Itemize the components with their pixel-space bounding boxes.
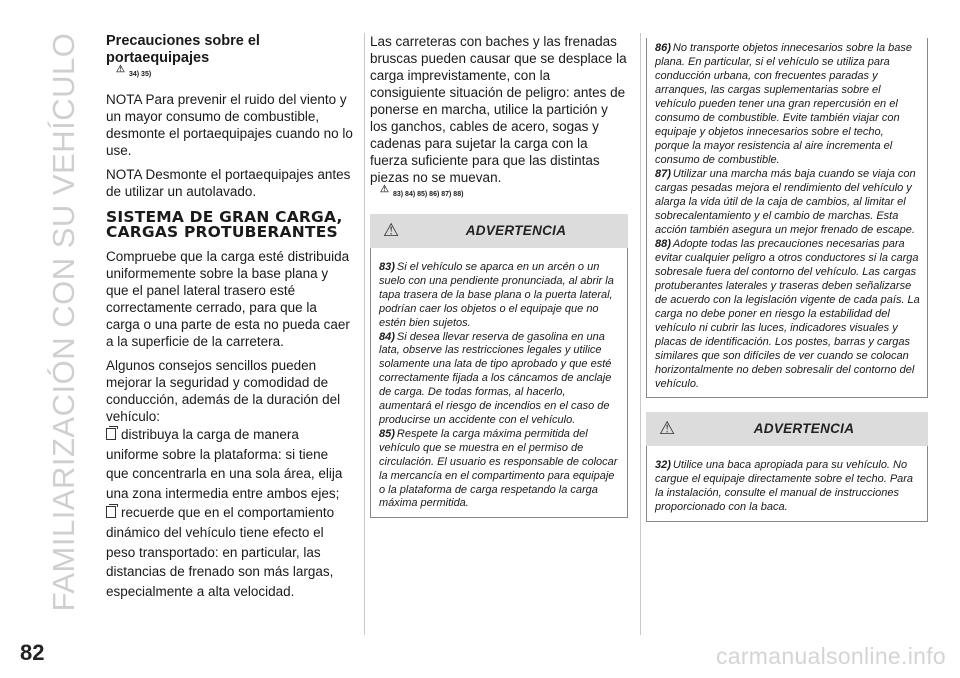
column-2 xyxy=(370,33,628,518)
warning-title: ADVERTENCIA xyxy=(753,421,855,436)
warning-item: 87) Utilizar una marcha más baja cuando se viaja con cargas pesadas mejora el rendimiento del vehículo y alarga la vida útil de la caja de cambios, al limitar el sobrecalentamiento y el cambio de marchas. Esta acción también asegura un mejor frenado de escape. xyxy=(655,168,916,236)
body-paragraph: Compruebe que la carga esté distribuida uniformemente sobre la base plana y que el panel lateral trasero esté correctamente cerrado, para que la carga o una parte de esta no pueda caer a la superficie de la carretera. xyxy=(106,249,350,349)
bullet-box-icon xyxy=(106,506,116,518)
warning-box xyxy=(370,248,628,518)
warning-title: ADVERTENCIA xyxy=(465,223,567,238)
warning-item: 86) No transporte objetos innecesarios sobre la base plana. En particular, si el vehículo se utiliza para conducción urbana, con frecuentes paradas y arranques, las cargas suplementarias sobre el vehículo pueden tener una gran repercusión en el consumo de combustible. Evite también viajar con equipaje y objetos innecesarios sobre el techo, porque la mayor resistencia al aire incrementa el consumo de combustible. xyxy=(655,42,912,166)
section-title: SISTEMA DE GRAN CARGA, CARGAS PROTUBERANTES xyxy=(106,208,343,241)
warning-triangle-icon: ⚠ xyxy=(659,418,676,438)
note-paragraph: NOTA Desmonte el portaequipajes antes de utilizar un autolavado. xyxy=(106,167,351,199)
warning-item: 84) Si desea llevar reserva de gasolina en una lata, observe las restricciones legales y utilice solamente una lata de tipo aprobado y que esté correctamente fijada a los cáncamos de anclaje de carga. De todas formas, al hacerlo, aumentará el riesgo de incendios en el caso de producirse un accidente con el vehículo. xyxy=(379,330,612,426)
watermark: carmanualsonline.info xyxy=(715,643,946,669)
body-paragraph: Las carreteras con baches y las frenadas bruscas pueden causar que se desplace la carga imprevistamente, con la consiguiente situación de peligro: antes de ponerse en marcha, utilice la partición y los ganchos, cables de acero, sogas y cadenas para sujetar la carga con la fuerza suficiente para que las distintas piezas no se muevan. xyxy=(370,34,627,185)
warning-box xyxy=(646,446,928,522)
list-item: recuerde que en el comportamiento dinámico del vehículo tiene efecto el peso transportado: en particular, las distancias de frenado son más largas, especialmente a alta velocidad. xyxy=(106,505,335,599)
body-paragraph: Algunos consejos sencillos pueden mejorar la seguridad y comodidad de conducción, además de la duración del vehículo: xyxy=(106,358,341,424)
note-paragraph: NOTA Para prevenir el ruido del viento y un mayor consumo de combustible, desmonte el portaequipajes cuando no lo use. xyxy=(106,92,353,158)
warning-box-continued xyxy=(646,38,928,398)
warning-triangle-icon: ⚠ xyxy=(116,64,125,75)
warning-triangle-icon: ⚠ xyxy=(380,184,389,195)
warning-item: 88) Adopte todas las precauciones necesarias para evitar cualquier peligro a otros conductores si la carga sobresale fuera del contorno del vehículo. Las cargas protuberantes laterales y traseras deben señalizarse de acuerdo con la legislación vigente de cada país. La carga no debe poner en riesgo la estabilidad del vehículo ni cubrir las luces, indicadores visuales y placas de identificación. Los postes, barras y cargas similares que son difíciles de ver cuando se colocan horizontalmente no deben sobresalir del contorno del vehículo. xyxy=(655,238,920,390)
bullet-box-icon xyxy=(106,428,116,440)
list-item: distribuya la carga de manera uniforme sobre la plataforma: si tiene que concentrarla en una sola área, elija una zona intermedia entre ambos ejes; xyxy=(106,427,343,501)
warning-triangle-icon: ⚠ xyxy=(383,220,400,240)
warning-item: 85) Respete la carga máxima permitida del vehículo que se muestra en el permiso de circulación. El usuario es responsable de colocar la mercancía en el compartimento para equipaje o la plataforma de carga respetando la carga máxima permitida. xyxy=(379,427,618,510)
column-divider-2 xyxy=(640,33,641,635)
warning-references: ⚠ 83) 84) 85) 86) 87) 88) xyxy=(380,184,464,198)
subheading-roof-rack: Precauciones sobre el portaequipajes xyxy=(106,33,260,66)
warning-header xyxy=(370,214,628,248)
page-number: 82 xyxy=(20,640,45,665)
column-divider-1 xyxy=(364,33,365,635)
column-3 xyxy=(646,38,928,522)
chapter-side-title: FAMILIARIZACIÓN CON SU VEHÍCULO xyxy=(46,32,81,612)
warning-item: 83) Si el vehículo se aparca en un arcén o un suelo con una pendiente pronunciada, al abrir la tapa trasera de la base plana o la puerta lateral, podrían caer los objetos o el equipaje que no estén bien sujetos. xyxy=(379,261,614,329)
warning-header xyxy=(646,412,928,446)
warning-item: 32) Utilice una baca apropiada para su vehículo. No cargue el equipaje directamente sobre el techo. Para la instalación, consulte el manual de instrucciones proporcionado con la baca. xyxy=(655,459,914,513)
warning-references: ⚠ 34) 35) xyxy=(116,64,152,78)
column-1 xyxy=(106,33,354,601)
